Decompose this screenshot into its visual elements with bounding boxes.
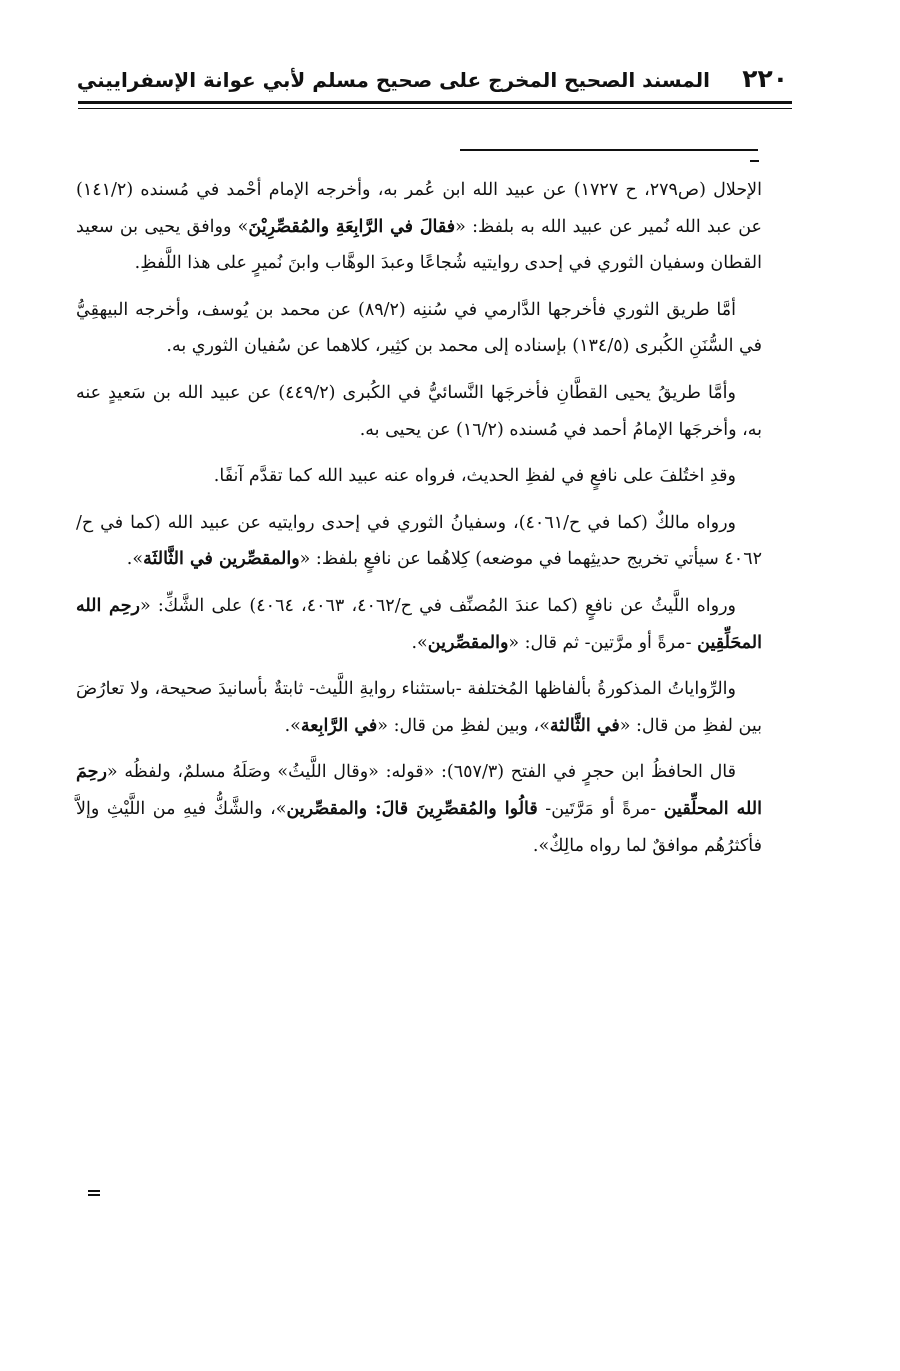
text-run: » ووافق يحيى بن سعيد القطان وسفيان الثوري في إحدى روايتيه شُجاعًا وعبدَ الوهَّاب وابنَ نُميرٍ على هذا اللَّفظِ. [76,216,762,274]
quoted-wording: والمقصِّرين في الثَّالثَة [143,549,300,570]
text-run: أمَّا طريق الثوري فأخرجها الدَّارمي في سُننِه (٨٩/٢) عن محمد بن يُوسف، وأخرجه البيهقِيُّ في السُّنَنِ الكُبرى (١٣٤/٥) بإسناده إلى محمد بن كثِير، كلاهما عن سُفيان الثوري به. [76,299,762,357]
text-run: ورواه اللَّيثُ عن نافعٍ (كما عندَ المُصنِّف في ح/٤٠٦٢، ٤٠٦٣، ٤٠٦٤) على الشَّكِّ: « [139,595,736,616]
paragraph [76,588,762,661]
quoted-wording: والمقصِّرين [427,632,509,653]
paragraph [76,458,762,495]
header-rule-thin [78,108,792,109]
footnote-separator [460,149,758,151]
text-run: ». [126,549,144,570]
quoted-wording: فقالَ في الرَّابِعَةِ والمُقصِّرِيْنَ [248,216,456,237]
text-run: الإحلال (ص٢٧٩، ح ١٧٢٧) عن عبيد الله ابن عُمر به، وأخرجه الإمام أحْمد في مُسنده (١٤١/٢) عن عبد الله نُمير عن عبيد الله به بلفظ: « [76,180,763,237]
end-mark [88,1190,100,1196]
text-run: قال الحافظُ ابن حجرٍ في الفتح (٦٥٧/٣): «قوله: «وقال اللَّيثُ» وصَلَهُ مسلمٌ، ولفظُه « [106,762,736,783]
quoted-wording: قالُوا والمُقصِّرِينَ قالَ: والمقصِّرين [286,798,538,819]
running-title: المسند الصحيح المخرج على صحيح مسلم لأبي عوانة الإسفراييني [76,68,710,92]
text-run: -مرةً أو مرَّتين- ثم قال: « [508,632,698,653]
text-run: -مرةً أو مَرَّتَين- [537,798,664,819]
continuation-mark [750,160,759,162]
text-run: ». [411,632,428,653]
text-run: »، وبين لفظِ من قال: « [377,715,550,736]
footnote-body [76,172,762,874]
page-header [78,64,792,104]
text-run: وقدِ اختُلفَ على نافعٍ في لفظِ الحديث، فرواه عنه عبيد الله كما تقدَّم آنفًا. [213,466,736,487]
page-number: ٢٢٠ [742,64,788,93]
paragraph [76,292,762,365]
paragraph [76,754,762,864]
text-run: »، والشَّكُّ فيهِ من اللَّيْثِ وإلاَّ فأكثرُهُم موافقٌ لما رواه مالِكٌ». [76,798,762,856]
text-run: وأمَّا طريقُ يحيى القطَّانِ فأخرجَها النَّسائيُّ في الكُبرى (٤٤٩/٢) عن عبيد الله بن سَعيدٍ عنه به، وأخرجَها الإمامُ أحمد في مُسنده (١٦/٢) عن يحيى به. [76,382,762,440]
text-run: والرِّواياتُ المذكورةُ بألفاظها المُختلفة -باستثناء روايةِ اللَّيث- ثابتةٌ بأسانيدَ صحيحة، ولا تعارُضَ بين لفظِ من قال: « [76,679,762,736]
paragraph [76,505,762,578]
quoted-wording: رحِم الله المحَلِّقِين [76,595,762,653]
header-rule-thick [78,101,792,104]
text-run: ». [284,715,301,736]
quoted-wording: رحِمَ الله المحلِّقين [76,762,763,819]
quoted-wording: في الرَّابِعة [300,715,378,736]
paragraph [76,172,762,282]
quoted-wording: في الثَّالثة [549,715,620,736]
paragraph [76,375,762,448]
paragraph [76,671,762,744]
text-run: ورواه مالكٌ (كما في ح/٤٠٦١)، وسفيانُ الثوري في إحدى روايتيه عن عبيد الله (كما في ح/٤٠٦٢ سيأتي تخريج حديثِهما في موضعه) كِلاهُما عن نافعٍ بلفظ: « [76,512,762,570]
